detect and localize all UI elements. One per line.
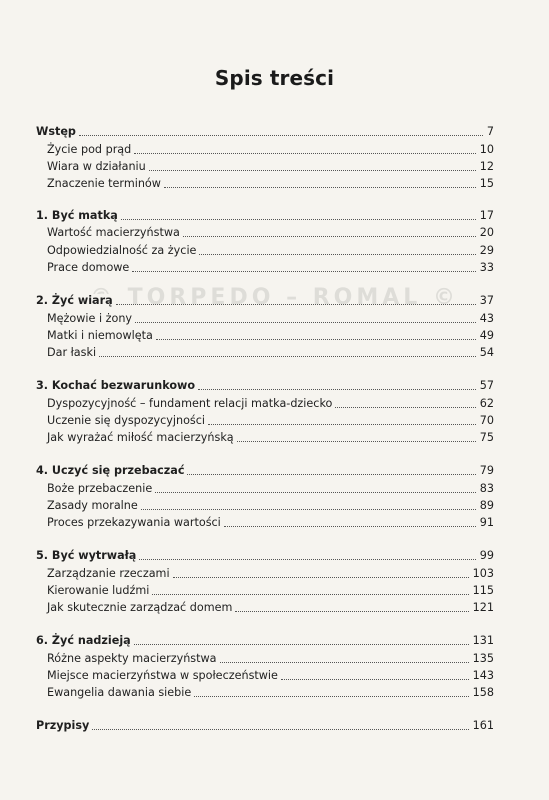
toc-section-entry: [47, 156, 494, 174]
toc-section-entry: [47, 222, 494, 240]
toc-entry-label: 2. Żyć wiarą: [36, 294, 116, 308]
toc-chapter-entry: [36, 545, 494, 563]
dot-leader: [224, 525, 476, 527]
toc-entry-label: Kierowanie ludźmi: [47, 584, 152, 598]
toc-page-number: 62: [476, 397, 494, 411]
toc-entry-label: Jak wyrażać miłość macierzyńską: [47, 431, 237, 445]
toc-page-number: 15: [476, 177, 494, 191]
toc-entry-label: Przypisy: [36, 719, 92, 733]
dot-leader: [199, 253, 475, 255]
toc-entry-label: Matki i niemowlęta: [47, 329, 156, 343]
dot-leader: [155, 491, 476, 493]
dot-leader: [134, 152, 476, 154]
toc-entry-label: Wiara w działaniu: [47, 160, 149, 174]
toc-page-number: 135: [469, 652, 494, 666]
toc-page-number: 57: [476, 379, 494, 393]
toc-entry-label: Proces przekazywania wartości: [47, 516, 224, 530]
toc-entry-label: 6. Żyć nadzieją: [36, 634, 134, 648]
toc-entry-label: Dar łaski: [47, 346, 99, 360]
dot-leader: [134, 643, 469, 645]
toc-page-number: 131: [469, 634, 494, 648]
toc-section-entry: [47, 342, 494, 360]
toc-page-number: 20: [476, 226, 494, 240]
dot-leader: [116, 303, 476, 305]
toc-page-number: 89: [476, 499, 494, 513]
toc-entry-label: Uczenie się dyspozycyjności: [47, 414, 208, 428]
toc-page-number: 70: [476, 414, 494, 428]
toc-section-entry: [47, 308, 494, 326]
toc-page-number: 115: [469, 584, 494, 598]
toc-entry-label: 1. Być matką: [36, 209, 121, 223]
dot-leader: [173, 576, 469, 578]
dot-leader: [281, 678, 469, 680]
toc-page-number: 49: [476, 329, 494, 343]
toc-entry-label: Miejsce macierzyństwa w społeczeństwie: [47, 669, 281, 683]
toc-section-entry: [47, 478, 494, 496]
dot-leader: [79, 134, 483, 136]
dot-leader: [187, 473, 475, 475]
toc-entry-label: Zarządzanie rzeczami: [47, 567, 173, 581]
toc-entry-label: Dyspozycyjność – fundament relacji matka-dziecko: [47, 397, 335, 411]
dot-leader: [183, 235, 476, 237]
toc-entry-label: 4. Uczyć się przebaczać: [36, 464, 187, 478]
toc-chapter-entry: [36, 715, 494, 733]
dot-leader: [152, 593, 468, 595]
toc-section-entry: [47, 495, 494, 513]
toc-entry-label: Ewangelia dawania siebie: [47, 686, 194, 700]
toc-entry-label: Życie pod prąd: [47, 143, 134, 157]
toc-section-entry: [47, 580, 494, 598]
dot-leader: [141, 508, 476, 510]
toc-page-number: 54: [476, 346, 494, 360]
toc-chapter-entry: [36, 121, 494, 139]
dot-leader: [164, 186, 476, 188]
dot-leader: [121, 218, 476, 220]
toc-entry-label: Wstęp: [36, 125, 79, 139]
dot-leader: [208, 423, 476, 425]
toc-page-number: 103: [469, 567, 494, 581]
toc-page-number: 37: [476, 294, 494, 308]
dot-leader: [198, 388, 476, 390]
toc-section-entry: [47, 139, 494, 157]
dot-leader: [149, 169, 476, 171]
toc-entry-label: Różne aspekty macierzyństwa: [47, 652, 220, 666]
toc-section-entry: [47, 325, 494, 343]
toc-page-number: 161: [469, 719, 494, 733]
toc-section-entry: [47, 257, 494, 275]
toc-entry-label: Mężowie i żony: [47, 312, 135, 326]
toc-entry-label: Prace domowe: [47, 261, 132, 275]
toc-entry-label: Odpowiedzialność za życie: [47, 244, 199, 258]
toc-page-number: 158: [469, 686, 494, 700]
toc-chapter-entry: [36, 460, 494, 478]
toc-section-entry: [47, 597, 494, 615]
toc-entry-label: Zasady moralne: [47, 499, 141, 513]
dot-leader: [156, 338, 476, 340]
dot-leader: [235, 610, 468, 612]
toc-section-entry: [47, 682, 494, 700]
dot-leader: [237, 440, 476, 442]
toc-page-number: 10: [476, 143, 494, 157]
page-title: Spis treści: [214, 66, 335, 90]
watermark: © TORPEDO – ROMAL ©: [90, 285, 459, 310]
toc-chapter-entry: [36, 290, 494, 308]
dot-leader: [132, 270, 475, 272]
toc-section-entry: [47, 665, 494, 683]
toc-page-number: 75: [476, 431, 494, 445]
toc-page-number: 143: [469, 669, 494, 683]
toc-chapter-entry: [36, 205, 494, 223]
toc-entry-label: 5. Być wytrwałą: [36, 549, 139, 563]
toc-section-entry: [47, 240, 494, 258]
toc-entry-label: Jak skutecznie zarządzać domem: [47, 601, 235, 615]
toc-entry-label: Wartość macierzyństwa: [47, 226, 183, 240]
dot-leader: [335, 406, 475, 408]
dot-leader: [220, 661, 469, 663]
toc-page-number: 79: [476, 464, 494, 478]
toc-page-number: 43: [476, 312, 494, 326]
dot-leader: [92, 728, 468, 730]
toc-section-entry: [47, 512, 494, 530]
toc-page-number: 33: [476, 261, 494, 275]
toc-page-number: 29: [476, 244, 494, 258]
toc-entry-label: Znaczenie terminów: [47, 177, 164, 191]
dot-leader: [194, 695, 468, 697]
toc-entry-label: Boże przebaczenie: [47, 482, 155, 496]
toc-entry-label: 3. Kochać bezwarunkowo: [36, 379, 198, 393]
toc-chapter-entry: [36, 375, 494, 393]
toc-chapter-entry: [36, 630, 494, 648]
dot-leader: [99, 355, 476, 357]
toc-page-number: 121: [469, 601, 494, 615]
toc-section-entry: [47, 427, 494, 445]
toc-section-entry: [47, 393, 494, 411]
toc-page-number: 99: [476, 549, 494, 563]
toc-page-number: 91: [476, 516, 494, 530]
dot-leader: [135, 321, 476, 323]
toc-page-number: 12: [476, 160, 494, 174]
toc-page-number: 7: [483, 125, 494, 139]
dot-leader: [139, 558, 475, 560]
toc-section-entry: [47, 648, 494, 666]
toc-section-entry: [47, 173, 494, 191]
toc-section-entry: [47, 410, 494, 428]
toc-page-number: 83: [476, 482, 494, 496]
toc-page-number: 17: [476, 209, 494, 223]
toc-section-entry: [47, 563, 494, 581]
